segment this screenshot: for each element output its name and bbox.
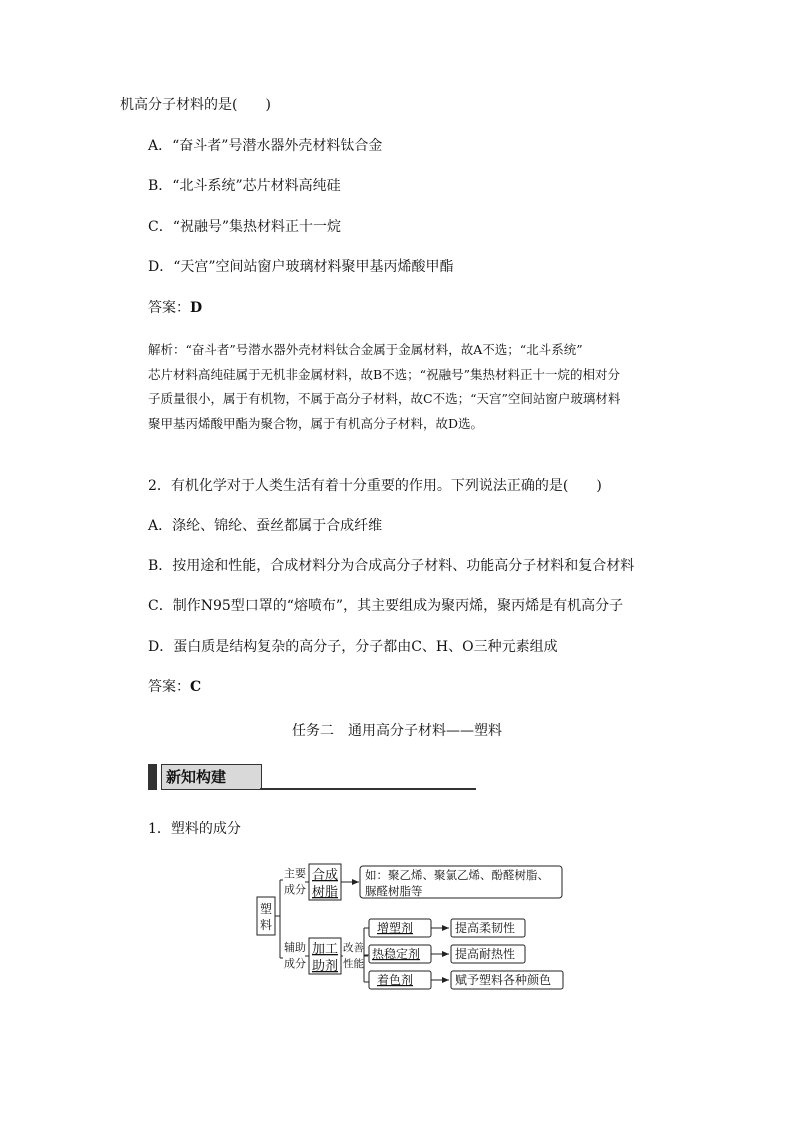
task-title: 任务二 通用高分子材料——塑料	[292, 723, 502, 739]
explanation-line: 聚甲基丙烯酸甲酯为聚合物，属于有机高分子材料，故D选。	[148, 415, 484, 431]
improve-label-1: 改善	[343, 942, 364, 954]
root-label-1: 塑	[260, 902, 273, 916]
question2-option-d: D．蛋白质是结构复杂的高分子，分子都由C、H、O三种元素组成	[148, 639, 558, 655]
additive-name: 增塑剂	[377, 921, 414, 935]
question2-option-b: B．按用途和性能，合成材料分为合成高分子材料、功能高分子材料和复合材料	[148, 558, 635, 574]
additive-effect: 提高耐热性	[455, 947, 516, 961]
answer-value: C	[190, 679, 202, 695]
question1-option-d: D．“天宫”空间站窗户玻璃材料聚甲基丙烯酸甲酯	[148, 259, 454, 275]
question1-option-c: C．“祝融号”集热材料正十一烷	[148, 219, 342, 235]
question2-option-a: A．涤纶、锦纶、蚕丝都属于合成纤维	[148, 518, 383, 534]
question2-stem: 2．有机化学对于人类生活有着十分重要的作用。下列说法正确的是( )	[148, 478, 602, 494]
question1-option-b: B．“北斗系统”芯片材料高纯硅	[148, 178, 341, 194]
aux-box-2: 助剂	[312, 959, 339, 974]
main-examples-2: 脲醛树脂等	[365, 884, 423, 898]
question2-option-c: C．制作N95型口罩的“熔喷布”，其主要组成为聚丙烯，聚丙烯是有机高分子	[148, 598, 624, 614]
explanation-line: 子质量很小，属于有机物，不属于高分子材料，故C不选；“天宫”空间站窗户玻璃材料	[148, 391, 621, 406]
main-examples-1: 如：聚乙烯、聚氯乙烯、酚醛树脂、	[365, 868, 549, 882]
main-box-2: 树脂	[312, 885, 339, 900]
improve-label-2: 性能	[343, 958, 364, 970]
root-label-2: 料	[260, 918, 273, 932]
additive-name: 热稳定剂	[372, 947, 421, 961]
aux-box-1: 加工	[312, 942, 339, 957]
main-label-2: 成分	[284, 883, 306, 896]
item1-heading: 1．塑料的成分	[148, 821, 241, 837]
question1-option-a: A．“奋斗者”号潜水器外壳材料钛合金	[148, 138, 383, 154]
aux-label-1: 辅助	[284, 941, 306, 954]
aux-label-2: 成分	[284, 957, 306, 970]
explanation-line: 芯片材料高纯硅属于无机非金属材料，故B不选；“祝融号”集热材料正十一烷的相对分	[148, 366, 620, 382]
additive-name: 着色剂	[377, 973, 414, 987]
explanation-line: 解析：“奋斗者”号潜水器外壳材料钛合金属于金属材料，故A不选；“北斗系统”	[148, 342, 583, 357]
answer-label: 答案：	[148, 300, 190, 316]
additive-effect: 提高柔韧性	[455, 921, 516, 935]
question1-stem-tail: 机高分子材料的是( )	[120, 97, 271, 113]
additive-effect: 赋予塑料各种颜色	[455, 973, 552, 987]
answer-value: D	[190, 300, 203, 316]
answer-label: 答案：	[148, 679, 190, 695]
main-box-1: 合成	[312, 868, 339, 883]
banner-label: 新知构建	[161, 764, 262, 790]
main-label-1: 主要	[284, 867, 306, 880]
